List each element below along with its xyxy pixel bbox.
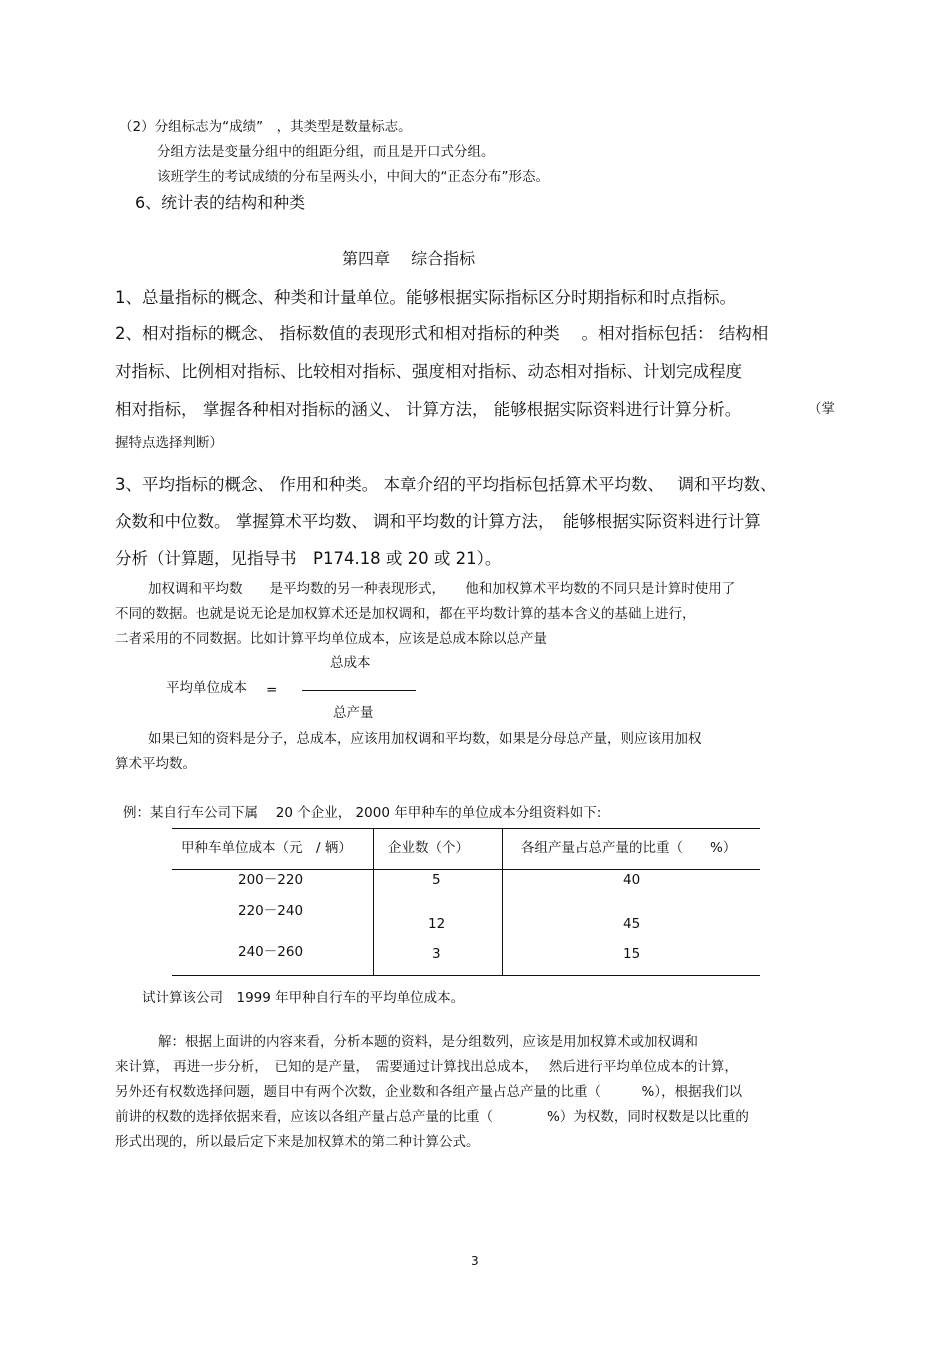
intro-line-1: （2）分组标志为“成绩” ，其类型是数量标志。 [119, 119, 412, 135]
formula-lhs: 平均单位成本 [166, 680, 247, 696]
chapter-title: 第四章 综合指标 [342, 249, 476, 268]
after-formula-line-2: 算术平均数。 [115, 756, 196, 772]
table-header-output-share: 各组产量占总产量的比重（ %） [521, 840, 737, 856]
point-2-line-3: 相对指标， 掌握各种相对指标的涵义、 计算方法， 能够根据实际资料进行计算分析。 [115, 400, 742, 419]
after-formula-line-1: 如果已知的资料是分子，总成本，应该用加权调和平均数，如果是分母总产量，则应该用加权 [148, 731, 702, 747]
table-cell: 45 [623, 916, 641, 932]
page-number: 3 [471, 1254, 479, 1268]
solution-line-1: 解：根据上面讲的内容来看，分析本题的资料，是分组数列，应该是用加权算术或加权调和 [158, 1034, 698, 1050]
table-cell: 220－240 [238, 903, 304, 919]
table-cell: 3 [432, 946, 441, 962]
example-intro: 例：某自行车公司下属 20 个企业， 2000 年甲种车的单位成本分组资料如下: [123, 805, 602, 821]
point-3-line-3: 分析（计算题，见指导书 P174.18 或 20 或 21）。 [115, 549, 502, 568]
section-heading-6: 6、统计表的结构和种类 [135, 193, 306, 212]
table-header-unit-cost: 甲种车单位成本（元 / 辆） [181, 840, 352, 856]
table-cell: 12 [428, 916, 446, 932]
table-col-divider-1 [373, 828, 374, 976]
solution-line-5: 形式出现的，所以最后定下来是加权算术的第二种计算公式。 [115, 1134, 480, 1150]
point-2-line-2: 对指标、比例相对指标、比较相对指标、强度相对指标、动态相对指标、计划完成程度 [115, 362, 742, 381]
table-bottom-rule [172, 975, 760, 976]
formula-denominator: 总产量 [333, 705, 374, 721]
table-cell: 40 [623, 872, 641, 888]
point-1: 1、总量指标的概念、种类和计量单位。能够根据实际指标区分时期指标和时点指标。 [115, 288, 736, 307]
point-3-line-2: 众数和中位数。 掌握算术平均数、 调和平均数的计算方法， 能够根据实际资料进行计算 [115, 512, 761, 531]
harmonic-line-3: 二者采用的不同数据。比如计算平均单位成本，应该是总成本除以总产量 [115, 631, 547, 647]
table-cell: 5 [432, 872, 441, 888]
intro-line-3: 该班学生的考试成绩的分布呈两头小，中间大的“正态分布”形态。 [157, 169, 549, 185]
point-2-line-1: 2、相对指标的概念、 指标数值的表现形式和相对指标的种类 。相对指标包括： 结构相 [115, 324, 769, 343]
formula-equals: = [266, 682, 278, 698]
solution-line-2: 来计算， 再进一步分析， 已知的是产量， 需要通过计算找出总成本， 然后进行平均单位成本的计算， [115, 1059, 738, 1075]
point-2-line-4: 握特点选择判断） [115, 435, 223, 451]
solution-line-4: 前讲的权数的选择依据来看，应该以各组产量占总产量的比重（ %）为权数，同时权数是以比重的 [115, 1109, 749, 1125]
table-col-divider-2 [502, 828, 503, 976]
fraction-bar [302, 690, 416, 691]
formula-numerator: 总成本 [330, 655, 371, 671]
example-question: 试计算该公司 1999 年甲种自行车的平均单位成本。 [142, 990, 465, 1006]
table-cell: 200－220 [238, 872, 304, 888]
table-top-rule [172, 828, 760, 829]
harmonic-line-2: 不同的数据。也就是说无论是加权算术还是加权调和，都在平均数计算的基本含义的基础上进行， [115, 606, 696, 622]
point-2-line-3-tail: （掌 [808, 401, 835, 417]
table-header-rule [172, 869, 760, 870]
table-header-enterprise-count: 企业数（个） [388, 840, 469, 856]
intro-line-2: 分组方法是变量分组中的组距分组，而且是开口式分组。 [157, 144, 495, 160]
harmonic-line-1: 加权调和平均数 是平均数的另一种表现形式， 他和加权算术平均数的不同只是计算时使用了 [148, 581, 736, 597]
table-cell: 240－260 [238, 944, 304, 960]
table-cell: 15 [623, 946, 641, 962]
solution-line-3: 另外还有权数选择问题，题目中有两个次数，企业数和各组产量占总产量的比重（ %），根据我们以 [115, 1084, 743, 1100]
point-3-line-1: 3、平均指标的概念、 作用和种类。 本章介绍的平均指标包括算术平均数、 调和平均数、 [115, 475, 777, 494]
